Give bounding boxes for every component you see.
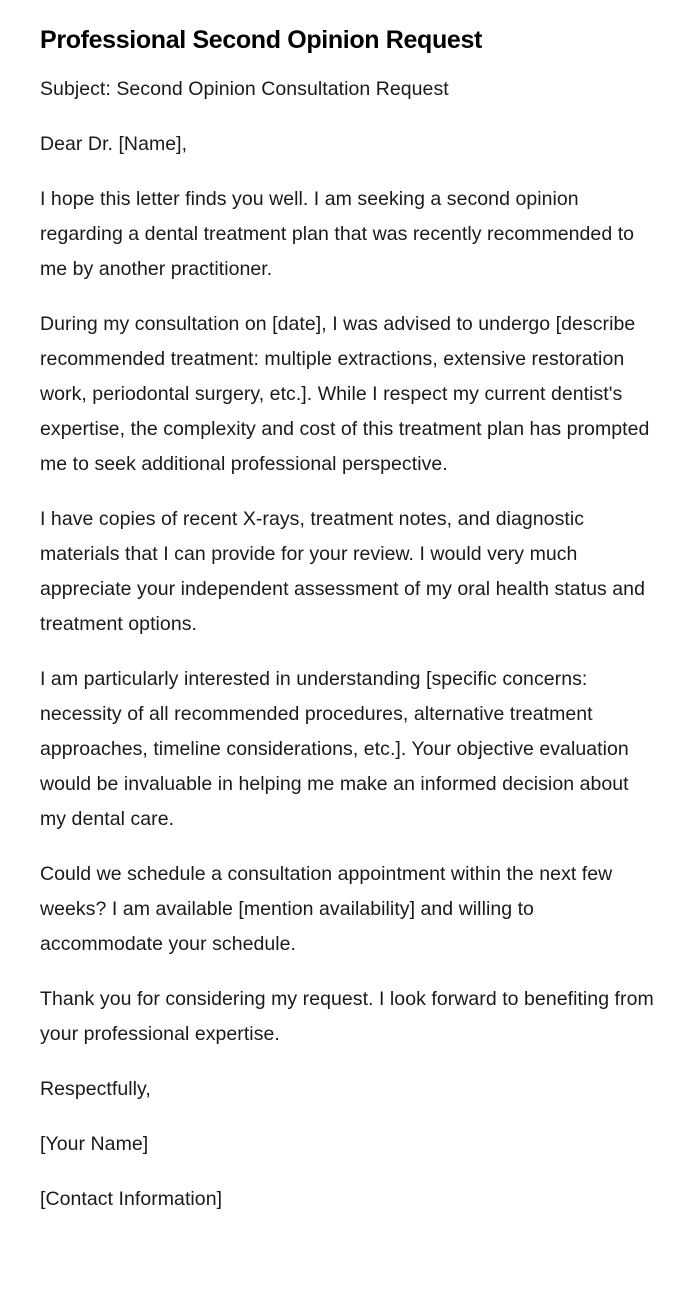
letter-closing: Respectfully, — [40, 1078, 151, 1100]
body-paragraph-concerns: I am particularly interested in understanding [specific concerns: necessity of all recommended procedures, alternative treatment approaches, timeline considerations, etc.]. Your objective evaluation would be invaluable in helping me make an informed decision about my dental care. — [40, 668, 629, 830]
body-paragraph-thanks: Thank you for considering my request. I look forward to benefiting from your professional expertise. — [40, 988, 654, 1045]
contact-information: [Contact Information] — [40, 1188, 223, 1210]
body-paragraph-intro: I hope this letter finds you well. I am seeking a second opinion regarding a dental treatment plan that was recently recommended to me by another practitioner. — [40, 188, 635, 280]
body-paragraph-scheduling: Could we schedule a consultation appointment within the next few weeks? I am available [mention availability] and willing to accommodate your schedule. — [40, 863, 613, 955]
signature-name: [Your Name] — [40, 1133, 149, 1155]
letter-subject: Subject: Second Opinion Consultation Request — [40, 78, 449, 100]
letter-salutation: Dear Dr. [Name], — [40, 133, 188, 155]
letter-title: Professional Second Opinion Request — [40, 26, 482, 54]
body-paragraph-records: I have copies of recent X-rays, treatment notes, and diagnostic materials that I can provide for your review. I would very much appreciate your independent assessment of my oral health status and treatment options. — [40, 508, 645, 635]
body-paragraph-consultation: During my consultation on [date], I was advised to undergo [describe recommended treatment: multiple extractions, extensive restoration work, periodontal surgery, etc.]. While I respect my current dentist's expertise, the complexity and cost of this treatment plan has prompted me to seek additional professional perspective. — [40, 313, 650, 475]
